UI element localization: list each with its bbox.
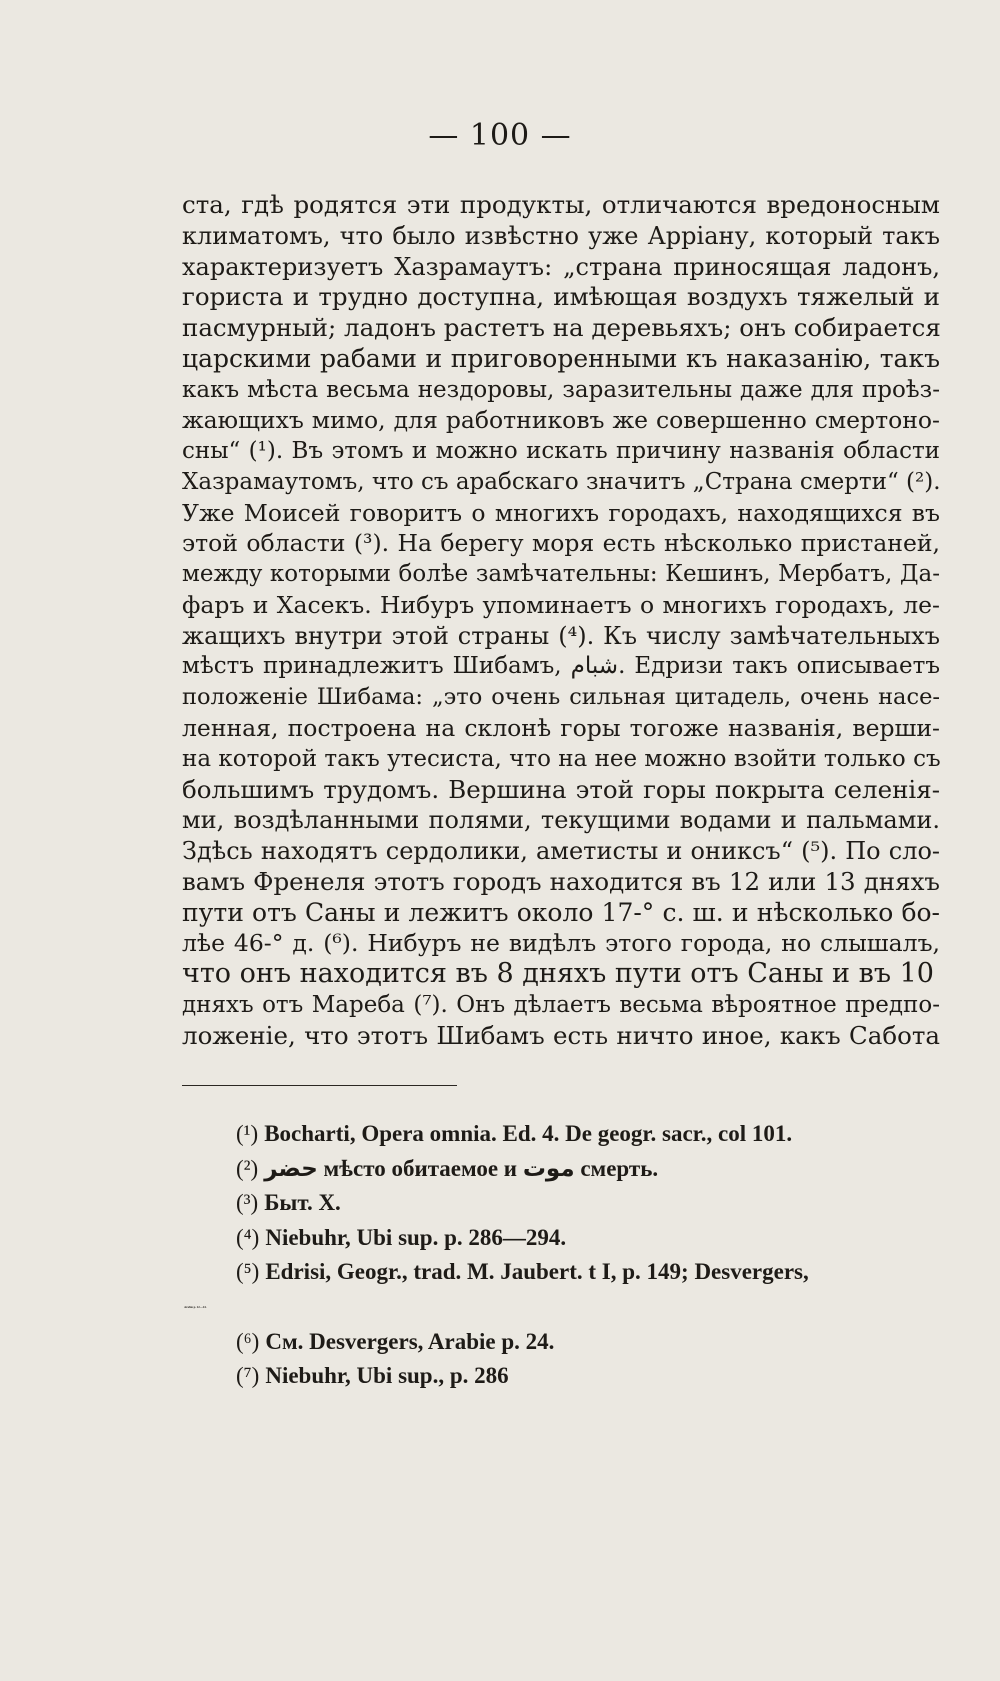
footnote-text: Niebuhr, Ubi sup. p. 286—294. xyxy=(265,1224,567,1250)
footnote-text: мѣсто обитаемое и xyxy=(317,1155,523,1181)
footnote-mark: (⁴) xyxy=(236,1224,260,1250)
body-line: характеризуетъ Хазрамаутъ: „страна приносящая ладонъ, xyxy=(182,252,940,281)
arabic-word: موت xyxy=(522,1155,575,1182)
body-line: ленная, построена на склонѣ горы тогоже названія, верши- xyxy=(182,714,940,743)
body-line: сны“ (¹). Въ этомъ и можно искать причину названія области xyxy=(182,438,940,465)
body-line: ложеніе, что этотъ Шибамъ есть ничто иное, какъ Сабота xyxy=(182,1020,940,1050)
footnote-text: смерть. xyxy=(574,1155,659,1181)
footnote-separator xyxy=(182,1085,457,1086)
footnote-6 xyxy=(236,1325,952,1360)
body-line: мѣстъ принадлежитъ Шибамъ, شبام. Едризи такъ описываетъ xyxy=(182,653,940,680)
body-line: дняхъ отъ Мареба (⁷). Онъ дѣлаетъ весьма вѣроятное предпо- xyxy=(182,991,940,1018)
body-line: фаръ и Хасекъ. Нибуръ упоминаетъ о многихъ городахъ, ле- xyxy=(182,590,940,619)
body-line: климатомъ, что было извѣстно уже Арріану, который такъ xyxy=(182,221,940,250)
footnote-7 xyxy=(236,1359,952,1394)
footnote-5 xyxy=(236,1255,952,1290)
footnote-2 xyxy=(236,1152,952,1187)
body-line: ми, воздѣланными полями, текущими водами и пальмами. xyxy=(182,806,940,835)
footnotes xyxy=(184,1117,952,1394)
body-line: пасмурный; ладонъ растетъ на деревьяхъ; онъ собирается xyxy=(182,313,941,343)
body-line: что онъ находится въ 8 дняхъ пути отъ Саны и въ 10 xyxy=(182,958,934,990)
body-line: гориста и трудно доступна, имѣющая воздухъ тяжелый и xyxy=(182,282,940,312)
footnote-mark: (⁶) xyxy=(236,1328,260,1354)
footnote-text: Быт. X. xyxy=(264,1190,341,1216)
body-line: какъ мѣста весьма нездоровы, заразительны даже для проѣз- xyxy=(182,376,940,403)
body-line: жащихъ внутри этой страны (⁴). Къ числу замѣчательныхъ xyxy=(182,621,940,650)
body-line: лѣе 46-° д. (⁶). Нибуръ не видѣлъ этого города, но слышалъ, xyxy=(182,929,940,958)
body-line: вамъ Френеля этотъ городъ находится въ 12 или 13 дняхъ xyxy=(182,866,940,896)
body-line: ста, гдѣ родятся эти продукты, отличаются вредоносным xyxy=(182,190,940,219)
footnote-4 xyxy=(236,1221,952,1256)
body-line: жающихъ мимо, для работниковъ же совершенно смертоно- xyxy=(182,406,940,435)
body-line: Уже Моисей говоритъ о многихъ городахъ, находящихся въ xyxy=(182,498,940,527)
body-line: этой области (³). На берегу моря есть нѣсколько пристаней, xyxy=(182,529,940,558)
footnote-mark: (⁵) xyxy=(236,1259,260,1285)
body-line: Здѣсь находятъ сердолики, аметисты и ониксъ“ (⁵). По сло- xyxy=(182,837,940,866)
footnote-text: Bocharti, Opera omnia. Ed. 4. De geogr. sacr., col 101. xyxy=(264,1121,793,1146)
page-number: — 100 — xyxy=(428,118,572,153)
body-line: положеніе Шибама: „это очень сильная цитадель, очень насе- xyxy=(182,684,940,711)
body-line: между которыми болѣе замѣчательны: Кешинъ, Мербатъ, Да- xyxy=(182,561,940,588)
body-text xyxy=(182,190,940,1051)
footnote-5-continuation: Arabie p. 22—24. xyxy=(184,1304,207,1309)
body-line: на которой такъ утесиста, что на нее можно взойти только съ xyxy=(182,745,941,772)
footnote-text: См. Desvergers, Arabie p. 24. xyxy=(265,1328,555,1354)
body-line: царскими рабами и приговоренными къ наказанію, такъ xyxy=(182,343,940,373)
body-line: пути отъ Саны и лежитъ около 17-° с. ш. и нѣсколько бо- xyxy=(182,897,940,927)
footnote-mark: (¹) xyxy=(236,1121,259,1146)
footnote-text: Edrisi, Geogr., trad. M. Jaubert. t I, p. 149; Desvergers, xyxy=(265,1259,809,1285)
body-line: большимъ трудомъ. Вершина этой горы покрыта селенія- xyxy=(182,774,940,804)
body-line: Хазрамаутомъ, что съ арабскаго значитъ „Страна смерти“ (²). xyxy=(182,468,941,495)
footnote-mark: (³) xyxy=(236,1190,259,1216)
footnote-text: Niebuhr, Ubi sup., p. 286 xyxy=(265,1363,509,1389)
footnote-1 xyxy=(236,1117,952,1152)
footnote-mark: (²) xyxy=(236,1155,259,1181)
footnote-3 xyxy=(236,1186,952,1221)
footnote-mark: (⁷) xyxy=(236,1363,260,1389)
arabic-word: حضر xyxy=(264,1155,318,1182)
